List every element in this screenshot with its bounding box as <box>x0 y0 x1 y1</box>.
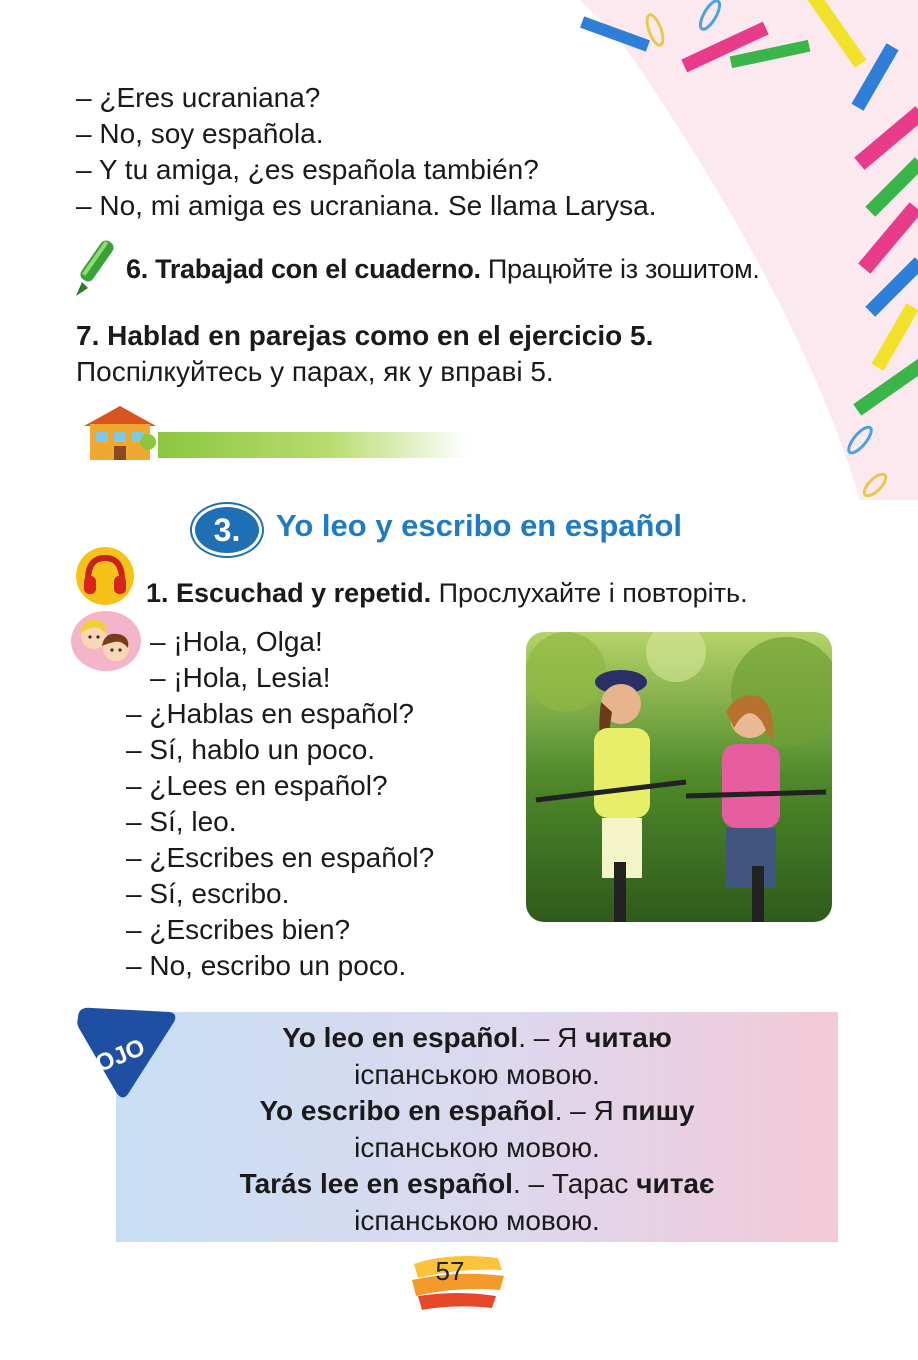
dialogue-line: – Y tu amiga, ¿es española también? <box>76 154 539 185</box>
ojo-note-text <box>116 1020 838 1239</box>
ojo-badge-label: OJO <box>91 1033 149 1078</box>
dialogue-top <box>76 80 657 224</box>
exercise-7-title: 7. Hablad en parejas como en el ejercicio 5. <box>76 320 654 351</box>
lesson-number-badge: 3. <box>192 504 262 556</box>
ojo-verb: читає <box>636 1168 715 1199</box>
ojo-spanish: Tarás lee en español <box>239 1168 513 1199</box>
house-icon <box>82 404 158 462</box>
exercise-6-title: 6. Trabajad con el cuaderno. <box>126 254 481 284</box>
dialogue-line: – ¿Lees en español? <box>126 770 388 801</box>
ojo-dash: . – Тарас <box>512 1168 637 1199</box>
exercise-7 <box>76 318 653 390</box>
exercise-7-translation: Поспілкуйтесь у парах, як у вправі 5. <box>76 356 554 387</box>
ojo-spanish: Yo leo en español <box>282 1022 519 1053</box>
exercise-1-title: 1. Escuchad y repetid. <box>146 578 432 608</box>
ojo-item-rest: іспанською мовою. <box>354 1204 600 1236</box>
exercise-1-translation: Прослухайте і повторіть. <box>438 578 748 608</box>
ojo-verb: читаю <box>585 1022 672 1053</box>
headphones-icon <box>74 546 136 606</box>
dialogue-line: – Sí, leo. <box>126 806 237 837</box>
pen-icon <box>72 234 122 298</box>
section-divider-bar <box>158 432 468 458</box>
page-number: 57 <box>435 1256 465 1286</box>
dialogue-line: – ¿Hablas en español? <box>126 698 414 729</box>
exercise-6 <box>126 254 760 285</box>
dialogue-line: – ¡Hola, Lesia! <box>150 662 331 693</box>
ojo-item <box>116 1166 838 1203</box>
ojo-item <box>116 1020 838 1057</box>
exercise-6-translation: Працюйте із зошитом. <box>487 254 760 284</box>
ojo-item-rest: іспанською мовою. <box>354 1058 600 1090</box>
lesson-title: Yo leo y escribo en español <box>276 508 682 543</box>
dialogue-line: – No, soy española. <box>76 118 324 149</box>
exercise-1 <box>146 578 748 609</box>
ojo-item <box>116 1093 838 1130</box>
dialogue-line: – No, escribo un poco. <box>126 950 407 981</box>
girls-cycling-photo <box>526 632 832 922</box>
dialogue-line: – ¿Escribes en español? <box>126 842 435 873</box>
pencils-decoration <box>560 0 918 500</box>
ojo-item-rest: іспанською мовою. <box>354 1131 600 1163</box>
ojo-dash: . – Я <box>554 1095 622 1126</box>
dialogue-line: – Sí, escribo. <box>126 878 290 909</box>
dialogue-line: – ¿Eres ucraniana? <box>76 82 321 113</box>
ojo-verb: пишу <box>621 1095 695 1126</box>
ojo-dash: . – Я <box>518 1022 586 1053</box>
ojo-spanish: Yo escribo en español <box>259 1095 555 1126</box>
dialogue-line: – Sí, hablo un poco. <box>126 734 376 765</box>
dialogue-bottom <box>126 624 434 984</box>
dialogue-line: – ¡Hola, Olga! <box>150 626 323 657</box>
dialogue-line: – ¿Escribes bien? <box>126 914 351 945</box>
dialogue-line: – No, mi amiga es ucraniana. Se llama Larysa. <box>76 190 657 221</box>
